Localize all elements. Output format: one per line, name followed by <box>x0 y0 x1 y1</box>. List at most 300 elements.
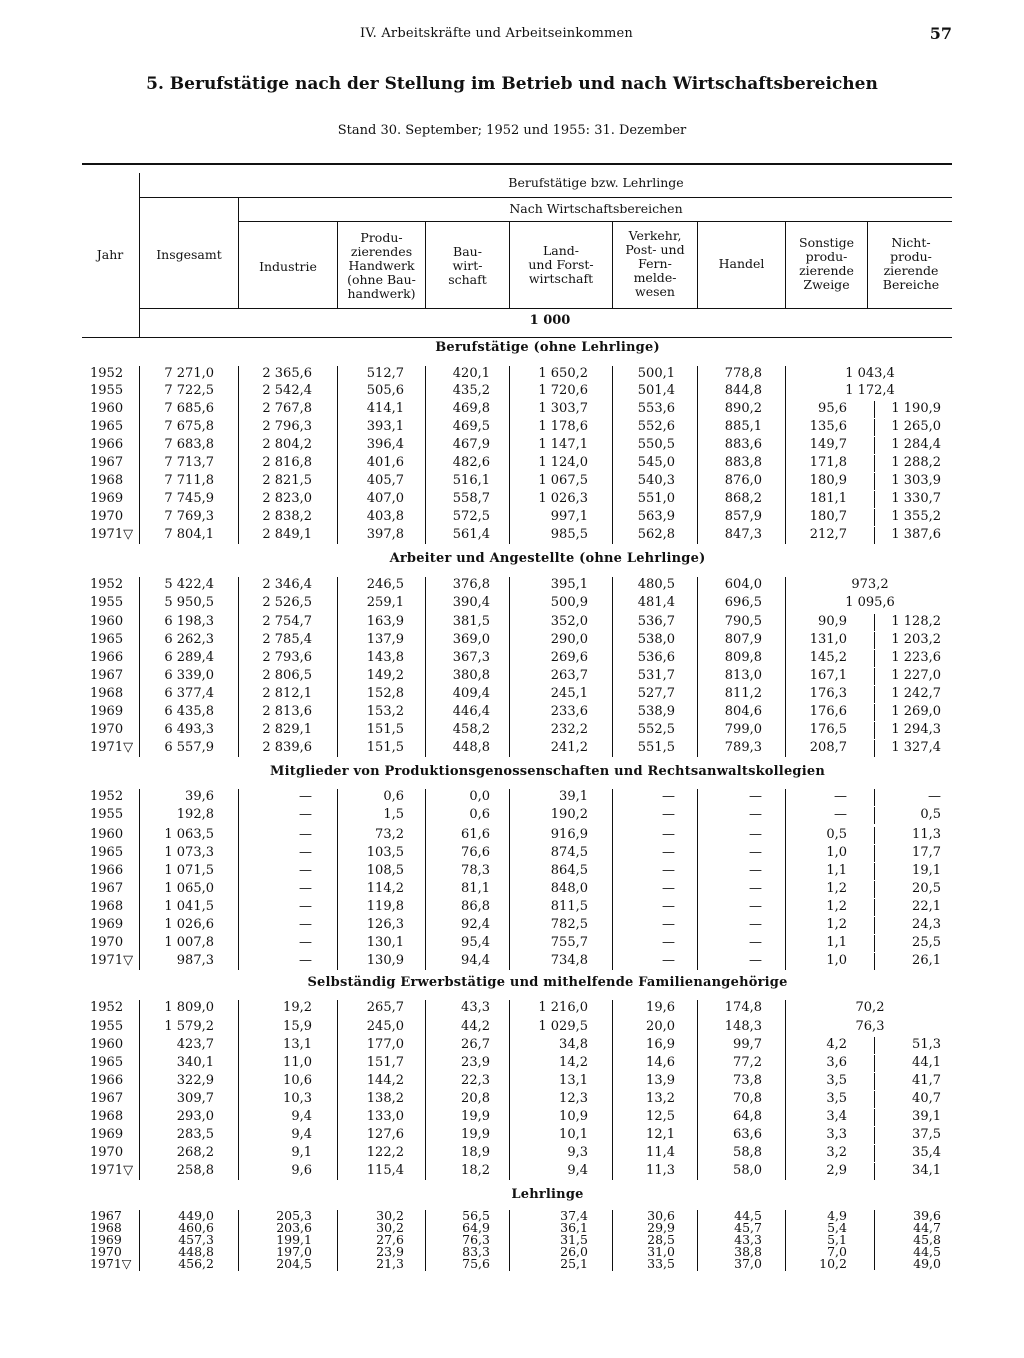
handel-cell: — <box>749 953 762 968</box>
year-cell: 1955 <box>90 595 124 610</box>
nichtproduzierende-cell: 0,5 <box>920 807 941 822</box>
column-divider <box>874 1127 875 1144</box>
table-row <box>0 935 1024 952</box>
land-forst-cell: 245,1 <box>550 686 588 701</box>
merged-sonstige-nichtproduzierende-cell: 1 095,6 <box>845 595 895 610</box>
bauwirtschaft-cell: 516,1 <box>452 473 490 488</box>
column-divider <box>874 704 875 721</box>
verkehr-cell: 11,4 <box>646 1145 675 1160</box>
bauwirtschaft-cell: 0,0 <box>469 789 490 804</box>
table-row <box>0 1109 1024 1126</box>
column-divider <box>874 491 875 508</box>
verkehr-cell: 553,6 <box>637 401 675 416</box>
nichtproduzierende-cell: 34,1 <box>912 1163 941 1178</box>
nichtproduzierende-cell: 1 128,2 <box>891 614 941 629</box>
table-row <box>0 704 1024 721</box>
year-cell: 1971▽ <box>90 1163 134 1178</box>
industrie-cell: 2 838,2 <box>262 509 312 524</box>
industrie-cell: — <box>299 953 312 968</box>
insgesamt-cell: 7 711,8 <box>164 473 214 488</box>
nichtproduzierende-cell: 1 227,0 <box>891 668 941 683</box>
nichtproduzierende-cell: 1 303,9 <box>891 473 941 488</box>
handwerk-cell: 1,5 <box>383 807 404 822</box>
land-forst-cell: 31,5 <box>560 1232 588 1247</box>
industrie-cell: 2 542,4 <box>262 383 312 398</box>
land-forst-cell: 1 124,0 <box>538 455 588 470</box>
handwerk-cell: 114,2 <box>366 881 404 896</box>
verkehr-cell: — <box>662 789 675 804</box>
verkehr-cell: 536,7 <box>637 614 675 629</box>
verkehr-cell: 540,3 <box>637 473 675 488</box>
table-row <box>0 437 1024 454</box>
merged-sonstige-nichtproduzierende-cell: 70,2 <box>855 1000 885 1015</box>
handel-cell: — <box>749 789 762 804</box>
table-row <box>0 595 1024 612</box>
industrie-cell: 2 812,1 <box>262 686 312 701</box>
handwerk-cell: 512,7 <box>366 366 404 381</box>
column-divider <box>874 740 875 757</box>
nichtproduzierende-cell: 45,8 <box>913 1232 941 1247</box>
year-cell: 1967 <box>90 1091 124 1106</box>
industrie-cell: — <box>299 827 312 842</box>
bauwirtschaft-cell: 435,2 <box>452 383 490 398</box>
sonstige-cell: — <box>834 789 847 804</box>
land-forst-cell: 1 303,7 <box>538 401 588 416</box>
handel-cell: 99,7 <box>733 1037 762 1052</box>
year-cell: 1968 <box>90 686 124 701</box>
year-cell: 1967 <box>90 1208 122 1223</box>
land-forst-cell: 1 026,3 <box>538 491 588 506</box>
verkehr-cell: 552,5 <box>637 722 675 737</box>
industrie-cell: 2 813,6 <box>262 704 312 719</box>
bauwirtschaft-cell: 22,3 <box>461 1073 490 1088</box>
sonstige-cell: 2,9 <box>826 1163 847 1178</box>
table-row <box>0 401 1024 418</box>
nichtproduzierende-cell: 22,1 <box>912 899 941 914</box>
bauwirtschaft-cell: 469,8 <box>452 401 490 416</box>
verkehr-cell: 12,1 <box>646 1127 675 1142</box>
industrie-cell: 2 839,6 <box>262 740 312 755</box>
land-forst-cell: 34,8 <box>559 1037 588 1052</box>
year-cell: 1968 <box>90 1220 122 1235</box>
nichtproduzierende-cell: 17,7 <box>912 845 941 860</box>
handwerk-cell: 397,8 <box>366 527 404 542</box>
year-cell: 1969 <box>90 704 124 719</box>
insgesamt-cell: 457,3 <box>178 1232 214 1247</box>
table-row <box>0 722 1024 739</box>
nichtproduzierende-cell: 39,6 <box>913 1208 941 1223</box>
handel-cell: 876,0 <box>724 473 762 488</box>
insgesamt-cell: 448,8 <box>178 1244 214 1259</box>
handel-cell: — <box>749 827 762 842</box>
land-forst-cell: 985,5 <box>550 527 588 542</box>
table-row <box>0 419 1024 436</box>
land-forst-cell: 269,6 <box>550 650 588 665</box>
column-divider <box>874 1222 875 1234</box>
sonstige-cell: 208,7 <box>809 740 847 755</box>
year-cell: 1969 <box>90 491 124 506</box>
nichtproduzierende-cell: 44,5 <box>913 1244 941 1259</box>
bauwirtschaft-cell: 409,4 <box>452 686 490 701</box>
handwerk-cell: 144,2 <box>366 1073 404 1088</box>
insgesamt-cell: 39,6 <box>185 789 214 804</box>
land-forst-cell: 811,5 <box>550 899 588 914</box>
bauwirtschaft-cell: 0,6 <box>469 807 490 822</box>
sonstige-cell: 1,2 <box>826 881 847 896</box>
industrie-cell: — <box>299 845 312 860</box>
sonstige-cell: 135,6 <box>809 419 847 434</box>
sonstige-cell: 1,0 <box>826 953 847 968</box>
column-divider <box>874 935 875 952</box>
handel-cell: 64,8 <box>733 1109 762 1124</box>
bauwirtschaft-cell: 390,4 <box>452 595 490 610</box>
sonstige-cell: 212,7 <box>809 527 847 542</box>
verkehr-cell: — <box>662 881 675 896</box>
table-row <box>0 1019 1024 1036</box>
handwerk-cell: 403,8 <box>366 509 404 524</box>
year-cell: 1969 <box>90 917 124 932</box>
column-divider <box>874 1145 875 1162</box>
year-cell: 1970 <box>90 935 124 950</box>
bauwirtschaft-cell: 20,8 <box>461 1091 490 1106</box>
handwerk-cell: 126,3 <box>366 917 404 932</box>
table-subtitle: Stand 30. September; 1952 und 1955: 31. Dezember <box>337 123 687 138</box>
year-cell: 1952 <box>90 789 124 804</box>
handwerk-cell: 108,5 <box>366 863 404 878</box>
column-divider <box>874 668 875 685</box>
nichtproduzierende-cell: 1 330,7 <box>891 491 941 506</box>
nichtproduzierende-cell: 1 223,6 <box>891 650 941 665</box>
nichtproduzierende-cell: 37,5 <box>912 1127 941 1142</box>
handwerk-cell: 133,0 <box>366 1109 404 1124</box>
land-forst-cell: 36,1 <box>560 1220 588 1235</box>
verkehr-cell: 538,0 <box>637 632 675 647</box>
table-row <box>0 845 1024 862</box>
nichtproduzierende-cell: 1 269,0 <box>891 704 941 719</box>
handwerk-cell: 27,6 <box>376 1232 404 1247</box>
nichtproduzierende-cell: 51,3 <box>912 1037 941 1052</box>
sonstige-cell: 181,1 <box>809 491 847 506</box>
year-cell: 1966 <box>90 650 124 665</box>
handel-cell: 44,5 <box>734 1208 762 1223</box>
industrie-cell: — <box>299 899 312 914</box>
section-title: Mitglieder von Produktionsgenossenschaften und Rechtsanwaltskollegien <box>270 764 825 779</box>
verkehr-cell: 481,4 <box>637 595 675 610</box>
insgesamt-cell: 1 063,5 <box>164 827 214 842</box>
verkehr-cell: — <box>662 953 675 968</box>
bauwirtschaft-cell: 369,0 <box>452 632 490 647</box>
column-divider <box>874 917 875 934</box>
handwerk-cell: 103,5 <box>366 845 404 860</box>
nichtproduzierende-cell: 19,1 <box>912 863 941 878</box>
column-divider <box>874 722 875 739</box>
sonstige-cell: 1,1 <box>826 863 847 878</box>
verkehr-cell: 13,9 <box>646 1073 675 1088</box>
sonstige-cell: 5,1 <box>827 1232 847 1247</box>
bauwirtschaft-cell: 76,3 <box>462 1232 490 1247</box>
nichtproduzierende-cell: 35,4 <box>912 1145 941 1160</box>
handel-cell: 789,3 <box>724 740 762 755</box>
insgesamt-cell: 258,8 <box>176 1163 214 1178</box>
insgesamt-cell: 5 950,5 <box>164 595 214 610</box>
year-cell: 1955 <box>90 1019 124 1034</box>
col-header-nichtproduzierende: Nicht- produ- zierende Bereiche <box>882 235 940 292</box>
handwerk-cell: 30,2 <box>376 1220 404 1235</box>
table-row <box>0 686 1024 703</box>
handwerk-cell: 73,2 <box>375 827 404 842</box>
bauwirtschaft-cell: 18,9 <box>461 1145 490 1160</box>
land-forst-cell: 1 029,5 <box>538 1019 588 1034</box>
col-header-industrie: Industrie <box>259 259 317 274</box>
table-row <box>0 1037 1024 1054</box>
table-row <box>0 614 1024 631</box>
header-bottom-rule <box>82 337 952 338</box>
insgesamt-cell: 1 007,8 <box>164 935 214 950</box>
bauwirtschaft-cell: 56,5 <box>462 1208 490 1223</box>
col-header-verkehr: Verkehr, Post- und Fern- melde- wesen <box>625 228 685 299</box>
nichtproduzierende-cell: 1 387,6 <box>891 527 941 542</box>
bauwirtschaft-cell: 95,4 <box>461 935 490 950</box>
bauwirtschaft-cell: 23,9 <box>461 1055 490 1070</box>
column-divider <box>874 455 875 472</box>
handwerk-cell: 152,8 <box>366 686 404 701</box>
table-top-rule <box>82 163 952 165</box>
handwerk-cell: 119,8 <box>366 899 404 914</box>
sonstige-cell: 10,2 <box>819 1256 847 1271</box>
handel-cell: 809,8 <box>724 650 762 665</box>
year-cell: 1952 <box>90 366 124 381</box>
bauwirtschaft-cell: 367,3 <box>452 650 490 665</box>
sonstige-cell: 131,0 <box>809 632 847 647</box>
insgesamt-cell: 7 722,5 <box>164 383 214 398</box>
bauwirtschaft-cell: 469,5 <box>452 419 490 434</box>
insgesamt-cell: 7 271,0 <box>164 366 214 381</box>
sonstige-cell: 176,3 <box>809 686 847 701</box>
land-forst-cell: 26,0 <box>560 1244 588 1259</box>
year-cell: 1967 <box>90 881 124 896</box>
bauwirtschaft-cell: 81,1 <box>461 881 490 896</box>
bauwirtschaft-cell: 76,6 <box>461 845 490 860</box>
table-row <box>0 491 1024 508</box>
handel-cell: — <box>749 863 762 878</box>
land-forst-cell: 1 650,2 <box>538 366 588 381</box>
table-row <box>0 577 1024 594</box>
nichtproduzierende-cell: 1 284,4 <box>891 437 941 452</box>
handel-cell: 807,9 <box>724 632 762 647</box>
land-forst-cell: 1 147,1 <box>538 437 588 452</box>
sonstige-cell: 1,0 <box>826 845 847 860</box>
land-forst-cell: 9,3 <box>567 1145 588 1160</box>
col-subgroup-header: Nach Wirtschaftsbereichen <box>509 201 683 216</box>
sonstige-cell: 176,5 <box>809 722 847 737</box>
bauwirtschaft-cell: 26,7 <box>461 1037 490 1052</box>
table-row <box>0 668 1024 685</box>
page-number: 57 <box>929 24 952 43</box>
table-row <box>0 881 1024 898</box>
column-divider <box>874 1037 875 1054</box>
industrie-cell: 2 526,5 <box>262 595 312 610</box>
land-forst-cell: 12,3 <box>559 1091 588 1106</box>
column-divider <box>874 1055 875 1072</box>
land-forst-cell: 232,2 <box>550 722 588 737</box>
verkehr-cell: 19,6 <box>646 1000 675 1015</box>
column-divider <box>874 632 875 649</box>
handwerk-cell: 407,0 <box>366 491 404 506</box>
year-cell: 1967 <box>90 668 124 683</box>
year-cell: 1970 <box>90 509 124 524</box>
verkehr-cell: 552,6 <box>637 419 675 434</box>
handwerk-cell: 127,6 <box>366 1127 404 1142</box>
bauwirtschaft-cell: 420,1 <box>452 366 490 381</box>
industrie-cell: 15,9 <box>283 1019 312 1034</box>
table-row <box>0 789 1024 806</box>
handwerk-cell: 115,4 <box>366 1163 404 1178</box>
sonstige-cell: — <box>834 807 847 822</box>
land-forst-cell: 848,0 <box>550 881 588 896</box>
insgesamt-cell: 1 065,0 <box>164 881 214 896</box>
industrie-cell: 19,2 <box>283 1000 312 1015</box>
handel-cell: — <box>749 935 762 950</box>
year-cell: 1966 <box>90 437 124 452</box>
handwerk-cell: 245,0 <box>366 1019 404 1034</box>
column-divider <box>874 863 875 880</box>
handel-cell: 885,1 <box>724 419 762 434</box>
year-cell: 1960 <box>90 614 124 629</box>
sonstige-cell: 167,1 <box>809 668 847 683</box>
column-divider <box>874 473 875 490</box>
land-forst-cell: 10,1 <box>559 1127 588 1142</box>
insgesamt-cell: 1 579,2 <box>164 1019 214 1034</box>
insgesamt-cell: 6 493,3 <box>164 722 214 737</box>
industrie-cell: 9,4 <box>291 1127 312 1142</box>
nichtproduzierende-cell: 1 294,3 <box>891 722 941 737</box>
insgesamt-cell: 6 339,0 <box>164 668 214 683</box>
handel-cell: — <box>749 881 762 896</box>
column-divider <box>874 953 875 970</box>
handel-cell: 696,5 <box>724 595 762 610</box>
nichtproduzierende-cell: 44,1 <box>912 1055 941 1070</box>
bauwirtschaft-cell: 376,8 <box>452 577 490 592</box>
sonstige-cell: 149,7 <box>809 437 847 452</box>
table-row <box>0 740 1024 757</box>
bauwirtschaft-cell: 78,3 <box>461 863 490 878</box>
verkehr-cell: 545,0 <box>637 455 675 470</box>
verkehr-cell: 13,2 <box>646 1091 675 1106</box>
sonstige-cell: 3,5 <box>826 1091 847 1106</box>
table-row <box>0 455 1024 472</box>
insgesamt-cell: 7 769,3 <box>164 509 214 524</box>
bauwirtschaft-cell: 448,8 <box>452 740 490 755</box>
merged-sonstige-nichtproduzierende-cell: 1 172,4 <box>845 383 895 398</box>
verkehr-cell: 16,9 <box>646 1037 675 1052</box>
section-title: Berufstätige (ohne Lehrlinge) <box>435 340 660 355</box>
industrie-cell: 2 823,0 <box>262 491 312 506</box>
verkehr-cell: — <box>662 899 675 914</box>
industrie-cell: 204,5 <box>276 1256 312 1271</box>
sonstige-cell: 3,5 <box>826 1073 847 1088</box>
nichtproduzierende-cell: 26,1 <box>912 953 941 968</box>
sonstige-cell: 1,2 <box>826 899 847 914</box>
handwerk-cell: 138,2 <box>366 1091 404 1106</box>
land-forst-cell: 241,2 <box>550 740 588 755</box>
sonstige-cell: 171,8 <box>809 455 847 470</box>
col-header-bauwirtschaft: Bau- wirt- schaft <box>448 244 487 287</box>
bauwirtschaft-cell: 19,9 <box>461 1127 490 1142</box>
table-row <box>0 899 1024 916</box>
handwerk-cell: 505,6 <box>366 383 404 398</box>
handel-cell: 174,8 <box>724 1000 762 1015</box>
bauwirtschaft-cell: 558,7 <box>452 491 490 506</box>
table-row <box>0 473 1024 490</box>
insgesamt-cell: 5 422,4 <box>164 577 214 592</box>
verkehr-cell: 31,0 <box>647 1244 675 1259</box>
insgesamt-cell: 7 713,7 <box>164 455 214 470</box>
insgesamt-cell: 1 073,3 <box>164 845 214 860</box>
handel-cell: 868,2 <box>724 491 762 506</box>
column-divider <box>874 401 875 418</box>
header-divider <box>238 198 239 308</box>
col-header-handel: Handel <box>718 256 765 271</box>
bauwirtschaft-cell: 43,3 <box>461 1000 490 1015</box>
year-cell: 1955 <box>90 383 124 398</box>
nichtproduzierende-cell: 1 288,2 <box>891 455 941 470</box>
handel-cell: 883,6 <box>724 437 762 452</box>
land-forst-cell: 233,6 <box>550 704 588 719</box>
insgesamt-cell: 423,7 <box>176 1037 214 1052</box>
industrie-cell: 2 796,3 <box>262 419 312 434</box>
nichtproduzierende-cell: 1 190,9 <box>891 401 941 416</box>
year-cell: 1971▽ <box>90 740 134 755</box>
column-divider <box>874 1163 875 1180</box>
industrie-cell: 2 365,6 <box>262 366 312 381</box>
table-row <box>0 1000 1024 1017</box>
insgesamt-cell: 7 675,8 <box>164 419 214 434</box>
bauwirtschaft-cell: 381,5 <box>452 614 490 629</box>
land-forst-cell: 290,0 <box>550 632 588 647</box>
verkehr-cell: 536,6 <box>637 650 675 665</box>
col-header-jahr: Jahr <box>96 247 124 262</box>
insgesamt-cell: 6 435,8 <box>164 704 214 719</box>
merged-sonstige-nichtproduzierende-cell: 1 043,4 <box>845 366 895 381</box>
verkehr-cell: 563,9 <box>637 509 675 524</box>
industrie-cell: 10,3 <box>283 1091 312 1106</box>
industrie-cell: 2 346,4 <box>262 577 312 592</box>
industrie-cell: 2 821,5 <box>262 473 312 488</box>
land-forst-cell: 916,9 <box>550 827 588 842</box>
land-forst-cell: 997,1 <box>550 509 588 524</box>
verkehr-cell: 33,5 <box>647 1256 675 1271</box>
year-cell: 1968 <box>90 899 124 914</box>
handel-cell: 77,2 <box>733 1055 762 1070</box>
industrie-cell: 197,0 <box>276 1244 312 1259</box>
column-divider <box>874 1234 875 1246</box>
handwerk-cell: 23,9 <box>376 1244 404 1259</box>
nichtproduzierende-cell: — <box>928 789 941 804</box>
sonstige-cell: 3,3 <box>826 1127 847 1142</box>
handwerk-cell: 149,2 <box>366 668 404 683</box>
insgesamt-cell: 268,2 <box>176 1145 214 1160</box>
sonstige-cell: 3,6 <box>826 1055 847 1070</box>
bauwirtschaft-cell: 19,9 <box>461 1109 490 1124</box>
industrie-cell: — <box>299 807 312 822</box>
handwerk-cell: 405,7 <box>366 473 404 488</box>
section-title: Selbständig Erwerbstätige und mithelfende Familienangehörige <box>307 975 788 990</box>
verkehr-cell: — <box>662 807 675 822</box>
land-forst-cell: 755,7 <box>550 935 588 950</box>
handwerk-cell: 163,9 <box>366 614 404 629</box>
running-head: IV. Arbeitskräfte und Arbeitseinkommen <box>360 26 634 41</box>
insgesamt-cell: 6 262,3 <box>164 632 214 647</box>
